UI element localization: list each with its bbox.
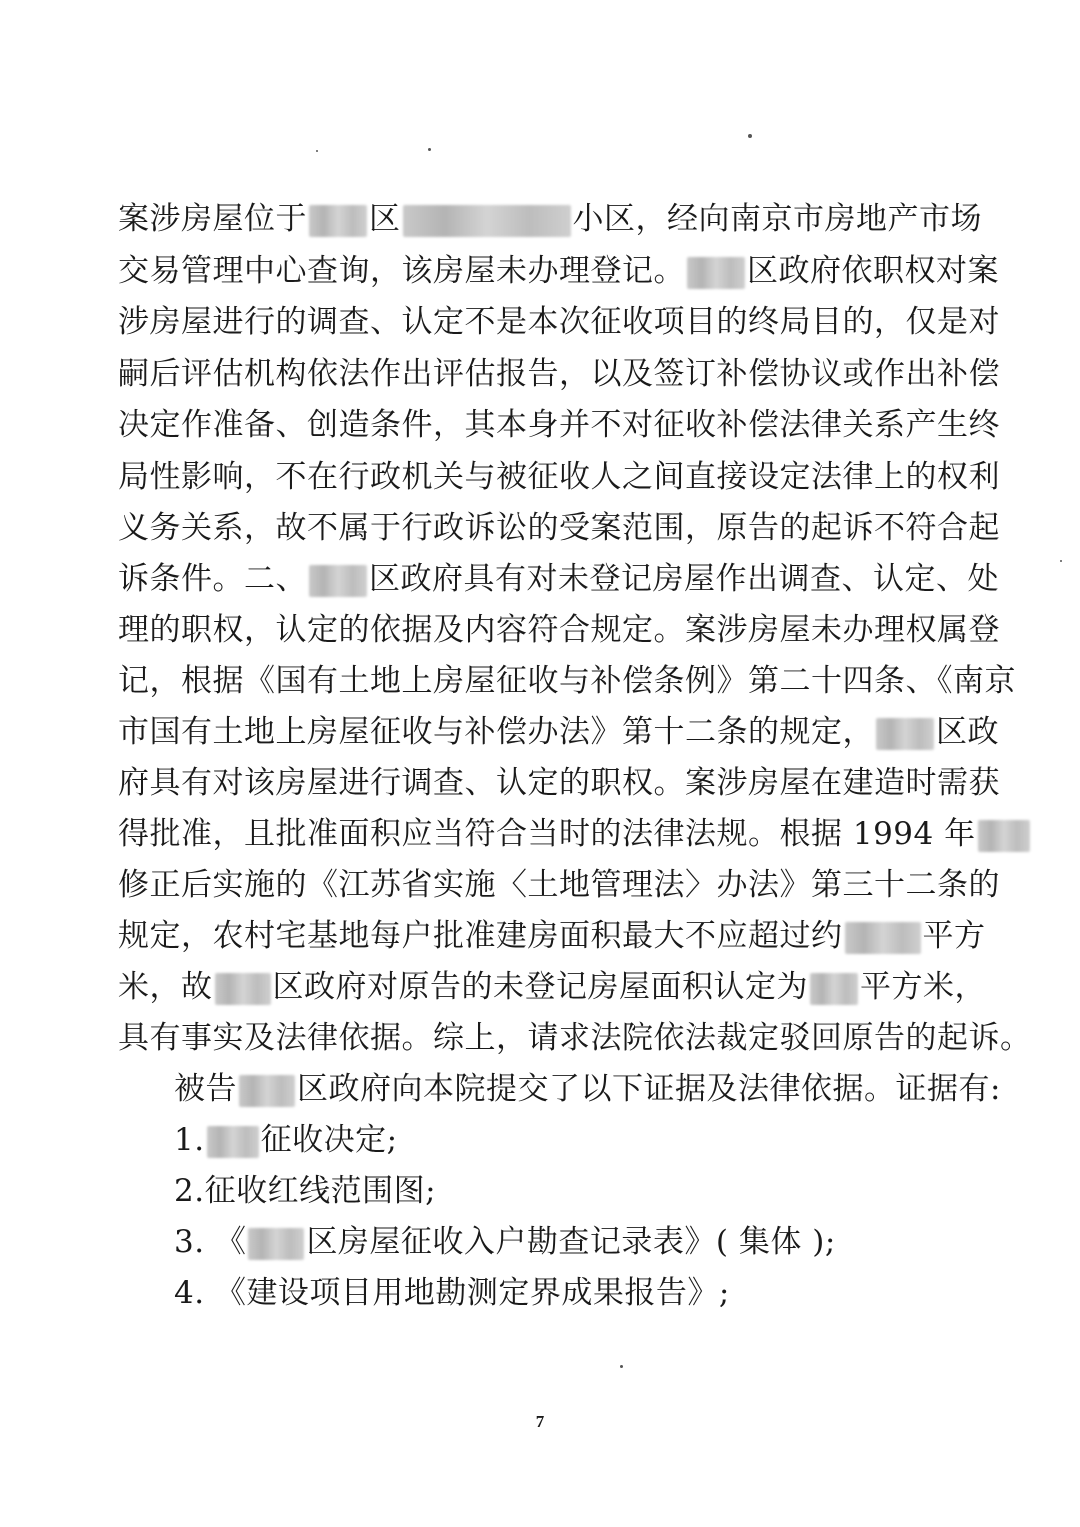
redaction-block	[215, 973, 271, 1005]
text-span: 平方米，	[860, 969, 986, 1005]
redaction-block	[845, 922, 921, 954]
scan-speck	[1060, 560, 1062, 562]
item-text: 征收红线范围图;	[204, 1173, 437, 1209]
text-line	[118, 559, 999, 599]
item-number: 3.	[174, 1224, 205, 1260]
text-line	[118, 967, 986, 1007]
text-span: 市国有土地上房屋征收与补偿办法》第十二条的规定，	[118, 714, 874, 750]
text-span: 规定，农村宅基地每户批准建房面积最大不应超过约	[118, 918, 843, 954]
item-number: 2.	[174, 1173, 205, 1209]
text-span: 区政	[936, 714, 999, 750]
text-span: 被告	[174, 1071, 237, 1107]
text-span: 区政府具有对未登记房屋作出调查、认定、处	[369, 561, 999, 597]
evidence-item	[174, 1120, 944, 1160]
redaction-block	[810, 973, 858, 1005]
evidence-item	[174, 1273, 944, 1313]
text-span: 区	[369, 201, 401, 237]
text-span: 诉条件。二、	[118, 561, 307, 597]
text-span: 区政府对原告的未登记房屋面积认定为	[272, 969, 808, 1005]
evidence-item	[174, 1171, 944, 1211]
text-span: 交易管理中心查询，该房屋未办理登记。	[118, 253, 685, 289]
item-number: 1.	[174, 1122, 205, 1158]
redaction-block	[403, 205, 571, 237]
page-number: 7	[535, 1412, 545, 1431]
text-span: 区政府依职权对案	[747, 253, 999, 289]
redaction-block	[248, 1228, 304, 1260]
text-line: 决定作准备、创造条件，其本身并不对征收补偿法律关系产生终	[118, 407, 1000, 443]
evidence-item	[174, 1222, 944, 1262]
text-line: 具有事实及法律依据。综上，请求法院依法裁定驳回原告的起诉。	[118, 1020, 1032, 1056]
redaction-block	[207, 1126, 259, 1158]
redaction-block	[309, 565, 367, 597]
scan-speck	[748, 134, 752, 138]
text-line	[118, 712, 999, 752]
text-line: 局性影响，不在行政机关与被征收人之间直接设定法律上的权利	[118, 459, 1000, 495]
text-line: 义务关系，故不属于行政诉讼的受案范围，原告的起诉不符合起	[118, 510, 1000, 546]
scan-speck	[620, 1365, 623, 1368]
text-span: 平方	[922, 918, 986, 954]
text-line	[118, 251, 999, 291]
text-line	[174, 1069, 1001, 1109]
text-line: 理的职权，认定的依据及内容符合规定。案涉房屋未办理权属登	[118, 612, 1000, 648]
text-line: 涉房屋进行的调查、认定不是本次征收项目的终局目的，仅是对	[118, 304, 1000, 340]
text-span: 案涉房屋位于	[118, 201, 307, 237]
item-text: 《	[214, 1224, 247, 1260]
item-text: 《建设项目用地勘测定界成果报告》;	[214, 1275, 730, 1311]
text-line	[118, 199, 982, 239]
text-line: 嗣后评估机构依法作出评估报告，以及签订补偿协议或作出补偿	[118, 356, 1000, 392]
redaction-block	[309, 205, 367, 237]
text-line	[118, 916, 986, 956]
item-number: 4.	[174, 1275, 205, 1311]
text-line	[118, 814, 976, 854]
item-text: 区房屋征收入户勘查记录表》( 集体 );	[306, 1224, 836, 1260]
text-span: 区政府向本院提交了以下证据及法律依据。证据有:	[297, 1071, 1001, 1107]
text-line: 府具有对该房屋进行调查、认定的职权。案涉房屋在建造时需获	[118, 765, 1000, 801]
scan-speck	[316, 150, 318, 152]
text-span: 小区，经向南京市房地产市场	[572, 201, 982, 237]
redaction-block	[687, 257, 745, 289]
text-line: 记，根据《国有土地上房屋征收与补偿条例》第二十四条、《南京	[118, 663, 1016, 699]
redaction-block	[978, 820, 1030, 852]
text-span: 得批准，且批准面积应当符合当时的法律法规。根据 1994 年	[118, 816, 976, 852]
item-text: 征收决定;	[260, 1122, 398, 1158]
scan-speck	[428, 148, 431, 151]
redaction-block	[876, 718, 934, 750]
text-span: 米，故	[118, 969, 213, 1005]
redaction-block	[239, 1075, 295, 1107]
text-line: 修正后实施的《江苏省实施〈土地管理法〉办法》第三十二条的	[118, 867, 1000, 903]
